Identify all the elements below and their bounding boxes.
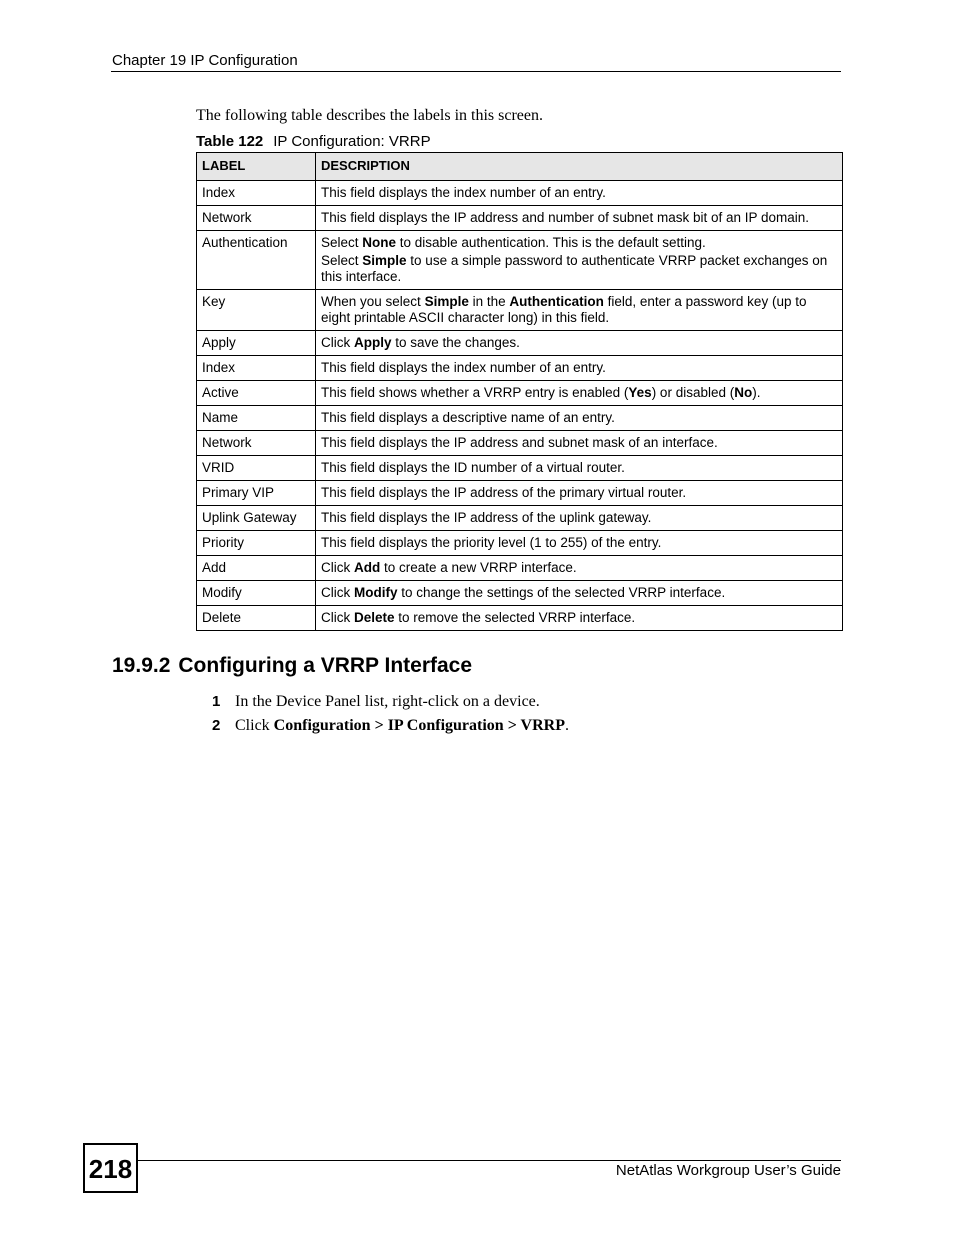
- table-row: [197, 381, 843, 406]
- table-row: [197, 290, 843, 331]
- row-label: Network: [197, 431, 316, 456]
- description-paragraph: This field displays the ID number of a virtual router.: [321, 460, 625, 475]
- row-description: [316, 581, 843, 606]
- section-number: 19.9.2: [112, 654, 171, 677]
- description-paragraph: This field displays the IP address of the uplink gateway.: [321, 510, 652, 525]
- guide-title: NetAtlas Workgroup User’s Guide: [615, 1162, 841, 1179]
- step-suffix: .: [564, 717, 569, 734]
- row-label: Active: [197, 381, 316, 406]
- description-column-header: DESCRIPTION: [316, 153, 843, 181]
- table-row: [197, 531, 843, 556]
- description-paragraph: This field displays the index number of an entry.: [321, 360, 606, 375]
- table-row: [197, 431, 843, 456]
- table-row: [197, 606, 843, 631]
- row-label: Uplink Gateway: [197, 506, 316, 531]
- row-label: Priority: [197, 531, 316, 556]
- row-label: Name: [197, 406, 316, 431]
- label-column-header: LABEL: [197, 153, 316, 181]
- description-paragraph: When you select Simple in the Authentication field, enter a password key (up to eight printable ASCII character long) in this field.: [321, 294, 807, 325]
- row-label: Add: [197, 556, 316, 581]
- row-label: Delete: [197, 606, 316, 631]
- step-number: 2: [212, 717, 221, 734]
- row-description: [316, 506, 843, 531]
- table-title: IP Configuration: VRRP: [273, 133, 431, 150]
- table-row: [197, 456, 843, 481]
- description-paragraph: Click Add to create a new VRRP interface.: [321, 560, 577, 575]
- step-number: 1: [212, 693, 221, 710]
- description-paragraph: This field shows whether a VRRP entry is enabled (Yes) or disabled (No).: [321, 385, 761, 400]
- row-label: Modify: [197, 581, 316, 606]
- row-label: Network: [197, 206, 316, 231]
- row-description: [316, 331, 843, 356]
- description-paragraph: Click Apply to save the changes.: [321, 335, 520, 350]
- table-row: [197, 581, 843, 606]
- table-row: [197, 331, 843, 356]
- table-body: [197, 181, 843, 631]
- description-paragraph: This field displays the IP address and subnet mask of an interface.: [321, 435, 718, 450]
- row-description: [316, 290, 843, 331]
- running-header: Chapter 19 IP Configuration: [112, 52, 298, 69]
- row-description: [316, 456, 843, 481]
- table-header-row: [197, 153, 843, 181]
- row-label: Key: [197, 290, 316, 331]
- description-paragraph: This field displays a descriptive name of an entry.: [321, 410, 615, 425]
- row-description: [316, 431, 843, 456]
- row-description: [316, 206, 843, 231]
- footer-rule: [138, 1160, 841, 1161]
- row-description: [316, 381, 843, 406]
- row-description: [316, 531, 843, 556]
- step-prefix: Click: [235, 717, 274, 734]
- description-paragraph: Select Simple to use a simple password to authenticate VRRP packet exchanges on this interface.: [321, 253, 828, 284]
- table-row: [197, 231, 843, 290]
- table-row: [197, 506, 843, 531]
- description-paragraph: Click Modify to change the settings of the selected VRRP interface.: [321, 585, 726, 600]
- table-row: [197, 206, 843, 231]
- table-row: [197, 556, 843, 581]
- step-2: [212, 717, 569, 735]
- table-row: [197, 406, 843, 431]
- row-description: [316, 606, 843, 631]
- row-label: Authentication: [197, 231, 316, 290]
- menu-path: Configuration > IP Configuration > VRRP: [273, 717, 565, 734]
- section-heading: [112, 654, 472, 678]
- row-description: [316, 556, 843, 581]
- row-description: [316, 356, 843, 381]
- row-label: Apply: [197, 331, 316, 356]
- row-label: Index: [197, 181, 316, 206]
- row-description: [316, 406, 843, 431]
- step-1: [212, 693, 540, 711]
- table-row: [197, 481, 843, 506]
- row-label: VRID: [197, 456, 316, 481]
- section-title: Configuring a VRRP Interface: [178, 654, 473, 677]
- description-paragraph: Click Delete to remove the selected VRRP interface.: [321, 610, 636, 625]
- table-row: [197, 181, 843, 206]
- table-number: Table 122: [196, 133, 264, 150]
- row-description: [316, 481, 843, 506]
- description-paragraph: This field displays the index number of an entry.: [321, 185, 606, 200]
- table-caption: [196, 133, 431, 150]
- description-paragraph: This field displays the priority level (1 to 255) of the entry.: [321, 535, 662, 550]
- vrrp-label-table: [196, 152, 843, 631]
- row-description: [316, 231, 843, 290]
- intro-paragraph: The following table describes the labels in this screen.: [196, 107, 544, 124]
- description-paragraph: This field displays the IP address and number of subnet mask bit of an IP domain.: [321, 210, 810, 225]
- row-label: Index: [197, 356, 316, 381]
- step-text: In the Device Panel list, right-click on a device.: [235, 693, 540, 710]
- header-rule: [111, 71, 841, 72]
- description-paragraph: Select None to disable authentication. This is the default setting.: [321, 235, 706, 250]
- table-row: [197, 356, 843, 381]
- page-number: 218: [83, 1143, 138, 1193]
- row-label: Primary VIP: [197, 481, 316, 506]
- row-description: [316, 181, 843, 206]
- description-paragraph: This field displays the IP address of the primary virtual router.: [321, 485, 687, 500]
